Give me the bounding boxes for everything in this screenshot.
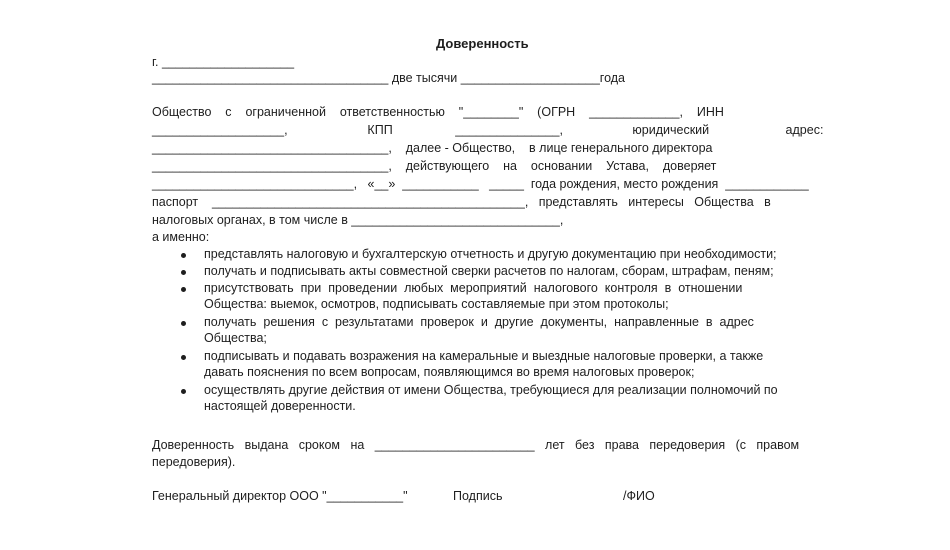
- bullet-icon: [181, 287, 186, 292]
- list-item-continuation: Общества;: [204, 331, 267, 345]
- body-line: а именно:: [152, 230, 210, 244]
- body-line: __________________________________, действующего на основании Устава, доверяет: [152, 159, 717, 173]
- list-item-continuation: Общества: выемок, осмотров, подписывать составляемые при этом протоколы;: [204, 297, 669, 311]
- body-line: __________________________________, далее - Общество, в лице генерального директора: [152, 141, 713, 155]
- list-item: получать и подписывать акты совместной сверки расчетов по налогам, сборам, штрафам, пеням;: [204, 264, 774, 278]
- list-item: получать решения с результатами проверок и другие документы, направленные в адрес: [204, 315, 754, 329]
- list-item-continuation: настоящей доверенности.: [204, 399, 356, 413]
- list-item: осуществлять другие действия от имени Общества, требующиеся для реализации полномочий по: [204, 383, 778, 397]
- bullet-icon: [181, 355, 186, 360]
- body-line: ___________________, КПП _______________, юридический адрес:: [152, 123, 824, 137]
- body-line: паспорт _____________________________________________, представлять интересы Общества в: [152, 195, 771, 209]
- term-line: Доверенность выдана сроком на _______________________ лет без права передоверия (с правом: [152, 438, 800, 452]
- list-item: представлять налоговую и бухгалтерскую отчетность и другую документацию при необходимости;: [204, 247, 777, 261]
- bullet-icon: [181, 389, 186, 394]
- body-line: Общество с ограниченной ответственностью "________" (ОГРН _____________, ИНН: [152, 105, 724, 119]
- bullet-icon: [181, 270, 186, 275]
- city-line: г. ___________________: [152, 55, 295, 69]
- list-item: присутствовать при проведении любых мероприятий налогового контроля в отношении: [204, 281, 743, 295]
- term-line-continuation: передоверия).: [152, 455, 236, 469]
- bullet-icon: [181, 253, 186, 258]
- list-item: подписывать и подавать возражения на камеральные и выездные налоговые проверки, а также: [204, 349, 764, 363]
- list-item-continuation: давать пояснения по всем вопросам, появляющимся во время налоговых проверок;: [204, 365, 695, 379]
- bullet-icon: [181, 321, 186, 326]
- date-line: __________________________________ две тысячи ____________________года: [152, 71, 625, 85]
- body-line: налоговых органах, в том числе в ______________________________,: [152, 213, 564, 227]
- signature-label: Подпись: [453, 489, 503, 503]
- document-title: Доверенность: [436, 36, 529, 51]
- director-signature-label: Генеральный директор ООО "___________": [152, 489, 408, 503]
- body-line: _____________________________, «__» ___________ _____ года рождения, место рождения ____________: [152, 177, 809, 191]
- fio-label: /ФИО: [623, 489, 655, 503]
